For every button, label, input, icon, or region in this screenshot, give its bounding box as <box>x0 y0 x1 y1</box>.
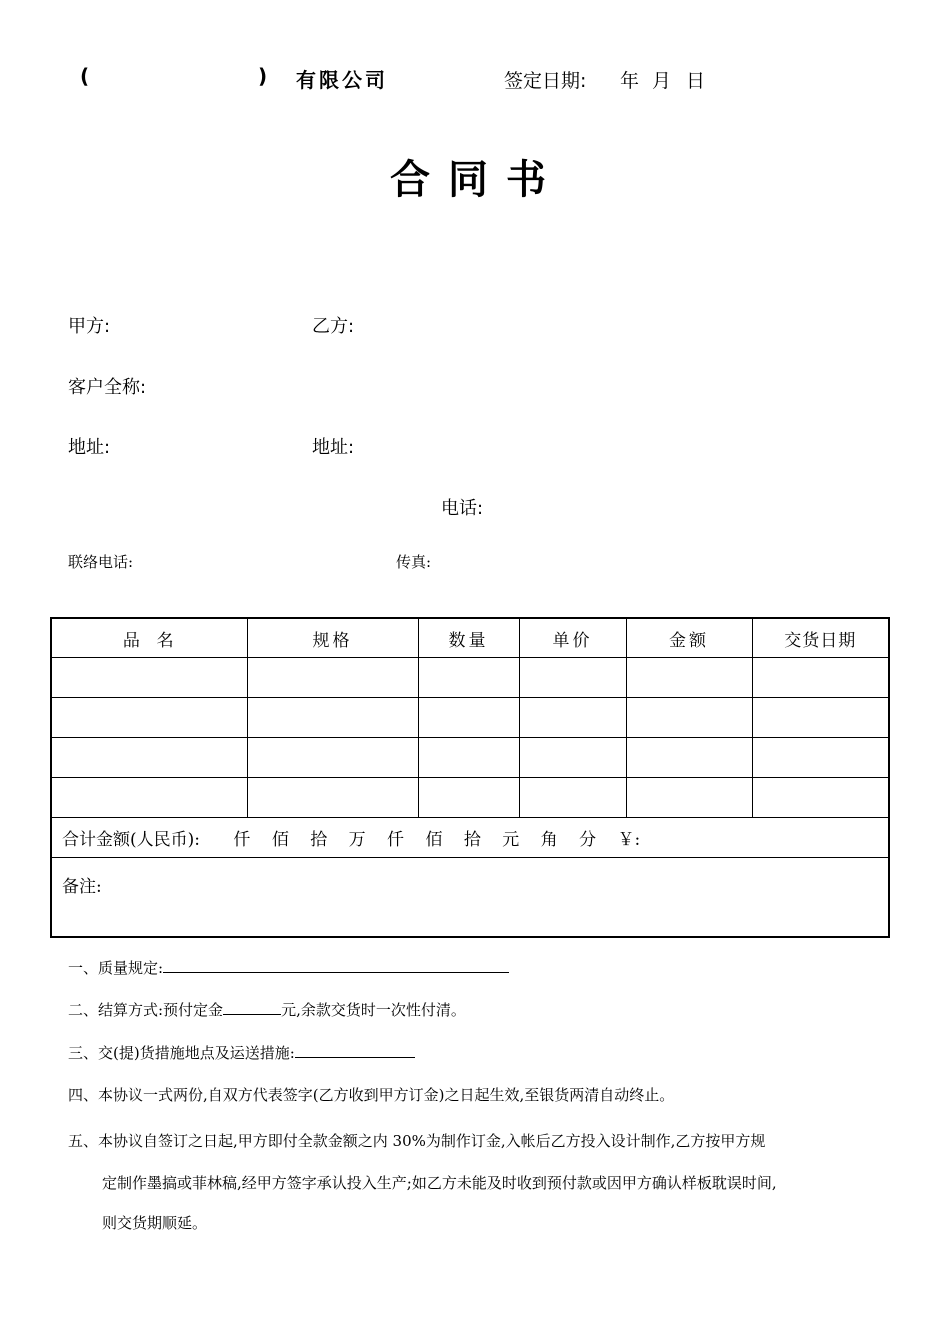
clause-2 <box>68 999 466 1020</box>
table-cell[interactable] <box>519 738 626 778</box>
unit-qian-2: 仟 <box>387 830 405 850</box>
header-quantity: 数量 <box>418 618 519 658</box>
table-row <box>51 738 889 778</box>
table-cell[interactable] <box>418 738 519 778</box>
party-b-label: 乙方: <box>312 316 355 337</box>
table-cell[interactable] <box>626 778 752 818</box>
table-cell[interactable] <box>51 698 247 738</box>
unit-yuan: 元 <box>502 830 520 850</box>
unit-fen: 分 <box>579 830 597 850</box>
date-year: 年 <box>620 70 640 92</box>
remarks-cell[interactable] <box>51 858 889 938</box>
unit-wan: 万 <box>348 830 366 850</box>
customer-name-label: 客户全称: <box>68 377 147 398</box>
remarks-label: 备注: <box>62 877 102 897</box>
table-cell[interactable] <box>519 698 626 738</box>
table-cell[interactable] <box>626 698 752 738</box>
table-cell[interactable] <box>247 698 418 738</box>
header-product-name: 品 名 <box>51 618 247 658</box>
table-cell[interactable] <box>418 778 519 818</box>
table-row <box>51 778 889 818</box>
order-table <box>50 617 890 938</box>
unit-bai-2: 佰 <box>425 830 443 850</box>
contact-phone-label: 联络电话: <box>68 553 134 571</box>
table-cell[interactable] <box>752 738 889 778</box>
quality-blank-line[interactable] <box>163 958 509 973</box>
table-cell[interactable] <box>247 778 418 818</box>
table-cell[interactable] <box>51 778 247 818</box>
unit-jiao: 角 <box>540 830 558 850</box>
table-cell[interactable] <box>418 698 519 738</box>
fax-label: 传真: <box>396 553 432 571</box>
address-b-label: 地址: <box>312 437 355 458</box>
header-spec: 规格 <box>247 618 418 658</box>
clause-3 <box>68 1042 415 1063</box>
table-cell[interactable] <box>247 738 418 778</box>
table-row <box>51 698 889 738</box>
date-day: 日 <box>686 70 706 92</box>
currency-symbol: ￥: <box>617 830 641 850</box>
table-row <box>51 658 889 698</box>
date-month: 月 <box>652 70 672 92</box>
clause-1-label: 一、质量规定: <box>68 959 164 977</box>
clause-2-prefix: 二、结算方式:预付定金 <box>68 1001 224 1019</box>
total-amount-cell[interactable] <box>51 818 889 858</box>
unit-qian-1: 仟 <box>233 830 251 850</box>
header-unit-price: 单价 <box>519 618 626 658</box>
unit-shi-2: 拾 <box>463 830 481 850</box>
sign-date-label: 签定日期: <box>504 70 587 92</box>
clause-5-line-1: 五、本协议自签订之日起,甲方即付全款金额之内 30%为制作订金,入帐后乙方投入设计制作,乙方按甲方规 <box>68 1132 766 1150</box>
deposit-blank-line[interactable] <box>223 1000 281 1015</box>
table-cell[interactable] <box>752 698 889 738</box>
clause-5-line-3: 则交货期顺延。 <box>102 1214 208 1232</box>
clause-5-line-2: 定制作墨搞或菲林稿,经甲方签字承认投入生产;如乙方未能及时收到预付款或因甲方确认样板耽误时间, <box>102 1174 777 1192</box>
unit-bai-1: 佰 <box>271 830 289 850</box>
table-cell[interactable] <box>626 738 752 778</box>
company-suffix: 有限公司 <box>296 68 388 92</box>
table-cell[interactable] <box>418 658 519 698</box>
page-title: 合同书 <box>390 157 564 203</box>
header-delivery-date: 交货日期 <box>752 618 889 658</box>
phone-label: 电话: <box>441 498 484 519</box>
total-units <box>233 830 656 850</box>
table-cell[interactable] <box>752 658 889 698</box>
clause-3-label: 三、交(提)货措施地点及运送措施: <box>68 1044 295 1062</box>
party-a-label: 甲方: <box>68 316 111 337</box>
table-cell[interactable] <box>519 658 626 698</box>
clause-2-suffix: 元,余款交货时一次性付清。 <box>281 1001 466 1019</box>
company-open-paren: ( <box>80 64 90 88</box>
remarks-row <box>51 858 889 938</box>
table-cell[interactable] <box>51 658 247 698</box>
table-cell[interactable] <box>51 738 247 778</box>
clause-1 <box>68 957 509 978</box>
header-amount: 金额 <box>626 618 752 658</box>
address-a-label: 地址: <box>68 437 111 458</box>
table-header-row <box>51 618 889 658</box>
unit-shi-1: 拾 <box>310 830 328 850</box>
table-cell[interactable] <box>247 658 418 698</box>
total-amount-label: 合计金额(人民币): <box>62 830 200 850</box>
table-cell[interactable] <box>626 658 752 698</box>
total-row <box>51 818 889 858</box>
company-close-paren: ) <box>258 64 268 88</box>
table-cell[interactable] <box>519 778 626 818</box>
delivery-blank-line[interactable] <box>295 1043 415 1058</box>
table-cell[interactable] <box>752 778 889 818</box>
clause-4: 四、本协议一式两份,自双方代表签字(乙方收到甲方订金)之日起生效,至银货两清自动终止。 <box>68 1086 675 1104</box>
